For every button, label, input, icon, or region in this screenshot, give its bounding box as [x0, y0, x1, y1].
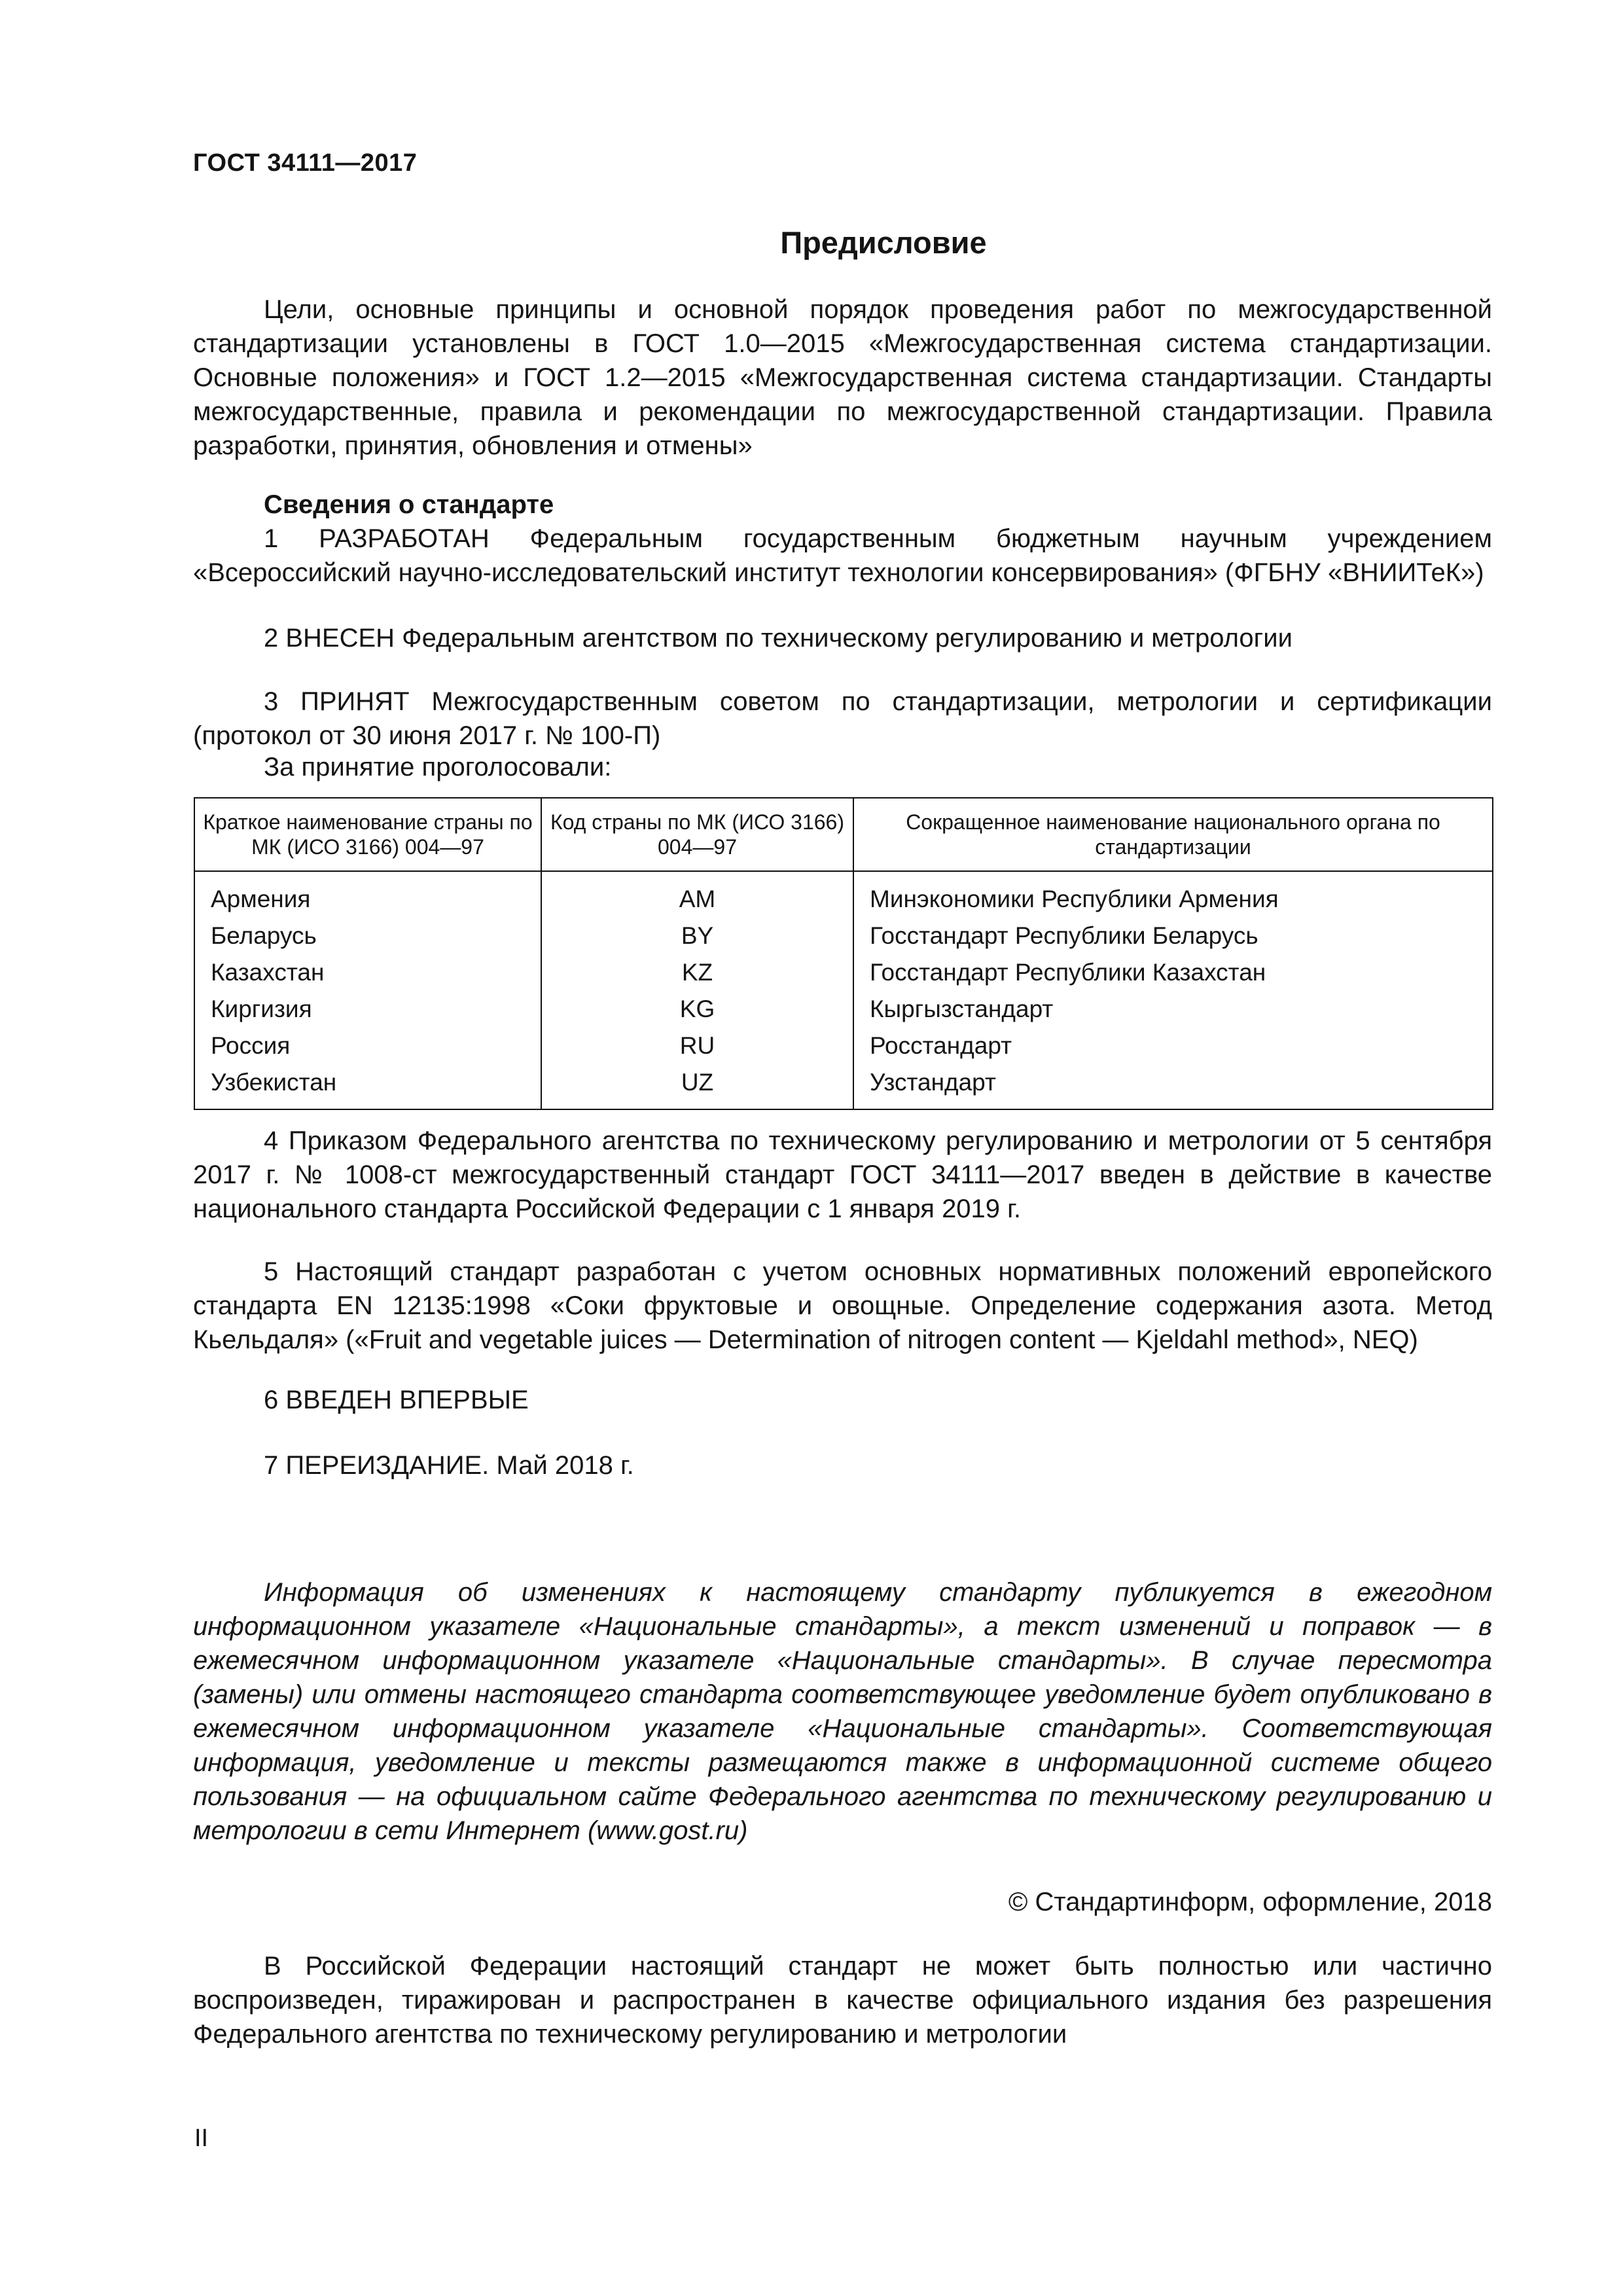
item-order: 4 Приказом Федерального агентства по техническому регулированию и метрологии от 5 сентября 2017 г. № 1008-ст межгосударственный стандарт ГОСТ 34111—2017 введен в действие в качестве национального стандарта Российской Федерации с 1 января 2019 г. — [193, 1126, 1492, 1223]
table-row — [194, 954, 1493, 991]
country-cell: Армения — [194, 871, 541, 918]
agency-cell: Узстандарт — [853, 1064, 1493, 1109]
table-header-row — [194, 798, 1493, 871]
agency-cell: Кыргызстандарт — [853, 991, 1493, 1028]
code-cell: UZ — [541, 1064, 853, 1109]
table-row — [194, 918, 1493, 954]
changes-notice: Информация об изменениях к настоящему стандарту публикуется в ежегодном информационном указателе «Национальные стандарты», а текст изменений и поправок — в ежемесячном информационном указателе «Национальные стандарты». В случае пересмотра (замены) или отмены настоящего стандарта соответствующее уведомление будет опубликовано в ежемесячном информационном указателе «Национальные стандарты». Соответствующая информация, уведомление и тексты размещаются также в информационной системе общего пользования — на официальном сайте Федерального агентства по техническому регулированию и метрологии в сети Интернет (www.gost.ru) — [193, 1578, 1492, 1845]
table-row — [194, 1064, 1493, 1109]
item-adopted: 3 ПРИНЯТ Межгосударственным советом по стандартизации, метрологии и сертификации (протокол от 30 июня 2017 г. № 100-П) — [193, 687, 1492, 750]
item-developed: 1 РАЗРАБОТАН Федеральным государственным бюджетным научным учреждением «Всероссийский научно-исследовательский институт технологии консервирования» (ФГБНУ «ВНИИТеК») — [193, 524, 1492, 587]
country-cell: Казахстан — [194, 954, 541, 991]
table-row — [194, 871, 1493, 918]
item-basis: 5 Настоящий стандарт разработан с учетом основных нормативных положений европейского стандарта EN 12135:1998 «Соки фруктовые и овощные. Определение содержания азота. Метод Кьельдаля» («Fruit and vegetable juices — Determination of nitrogen content — Kjeldahl method», NEQ) — [193, 1257, 1492, 1354]
code-cell: BY — [541, 918, 853, 954]
intro-paragraph: Цели, основные принципы и основной порядок проведения работ по межгосударственной стандартизации установлены в ГОСТ 1.0—2015 «Межгосударственная система стандартизации. Основные положения» и ГОСТ 1.2—2015 «Межгосударственная система стандартизации. Стандарты межгосударственные, правила и рекомендации по межгосударственной стандартизации. Правила разработки, принятия, обновления и отмены» — [193, 295, 1492, 460]
item-first-introduced: 6 ВВЕДЕН ВПЕРВЫЕ — [264, 1386, 529, 1414]
agency-cell: Росстандарт — [853, 1028, 1493, 1064]
voted-label: За принятие проголосовали: — [264, 753, 612, 781]
page-title: Предисловие — [780, 225, 987, 260]
agency-cell: Минэкономики Республики Армения — [853, 871, 1493, 918]
agency-cell: Госстандарт Республики Казахстан — [853, 954, 1493, 991]
country-cell: Россия — [194, 1028, 541, 1064]
code-cell: KZ — [541, 954, 853, 991]
item-introduced: 2 ВНЕСЕН Федеральным агентством по техническому регулированию и метрологии — [264, 624, 1293, 653]
page-number: II — [194, 2125, 209, 2152]
voting-table — [194, 797, 1493, 1110]
column-header-agency: Сокращенное наименование национального органа по стандартизации — [853, 798, 1493, 871]
column-header-code: Код страны по МК (ИСО 3166) 004—97 — [541, 798, 853, 871]
country-cell: Киргизия — [194, 991, 541, 1028]
column-header-country: Краткое наименование страны по МК (ИСО 3166) 004—97 — [194, 798, 541, 871]
copyright-notice: © Стандартинформ, оформление, 2018 — [1008, 1888, 1492, 1916]
standard-id-header: ГОСТ 34111—2017 — [193, 149, 418, 177]
table-row — [194, 991, 1493, 1028]
item-reissue: 7 ПЕРЕИЗДАНИЕ. Май 2018 г. — [264, 1451, 634, 1480]
table-row — [194, 1028, 1493, 1064]
country-cell: Беларусь — [194, 918, 541, 954]
info-heading: Сведения о стандарте — [264, 490, 554, 519]
code-cell: RU — [541, 1028, 853, 1064]
code-cell: AM — [541, 871, 853, 918]
agency-cell: Госстандарт Республики Беларусь — [853, 918, 1493, 954]
country-cell: Узбекистан — [194, 1064, 541, 1109]
code-cell: KG — [541, 991, 853, 1028]
reproduction-notice: В Российской Федерации настоящий стандарт не может быть полностью или частично воспроизведен, тиражирован и распространен в качестве официального издания без разрешения Федерального агентства по техническому регулированию и метрологии — [193, 1952, 1492, 2049]
